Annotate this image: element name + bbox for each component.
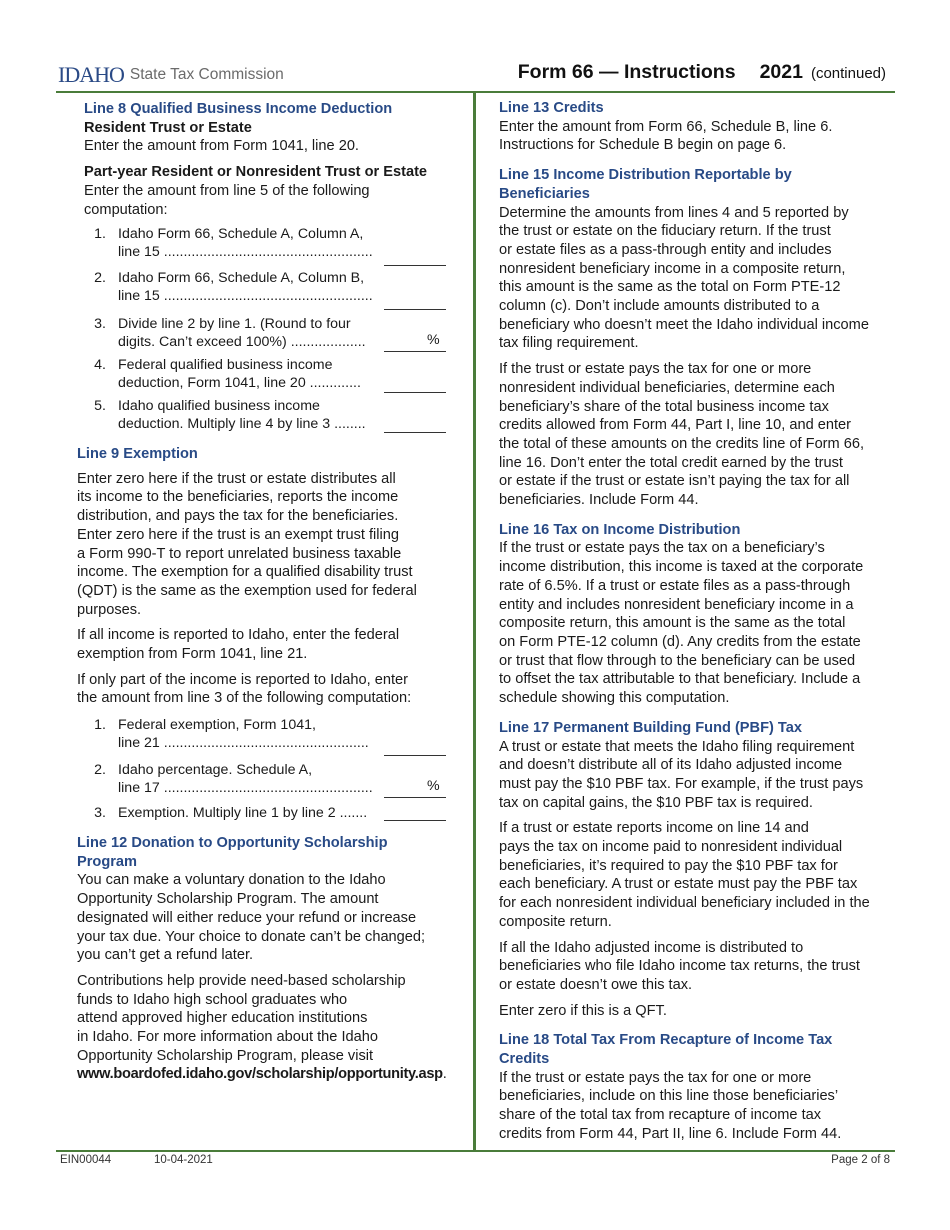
line8-partyear-text: computation: (84, 201, 168, 218)
line17-heading: Line 17 Permanent Building Fund (PBF) Tax (499, 719, 802, 736)
scholarship-link[interactable]: www.boardofed.idaho.gov/scholarship/opportunity.asp (77, 1066, 443, 1083)
form-year: 2021 (759, 61, 803, 83)
input-blank (384, 797, 446, 798)
revision-date: 10-04-2021 (154, 1154, 213, 1166)
input-blank (384, 351, 446, 352)
right-column: Line 13 Credits Enter the amount from Form 66, Schedule B, line 6. Instructions for Schedule B begin on page 6. Line 15 Income Distribution Reportable by Beneficiaries Determine the amounts from lines 4 and 5 reported by the trust or estate on the fiduciary return. If the trust or estate files as a pass-through entity and includes nonresident beneficiary income in a composite return, this amount is the same as the total on Form PTE-12 column (c). Don’t include amounts distributed to a beneficiary who doesn’t meet the Idaho individual income tax filing requirement. If the trust or estate pays the tax for one or more nonresident individual beneficiaries, determine each beneficiary’s share of the total business income tax credits allowed from Form 44, Part I, line 10, and enter the total of these amounts on the credits line of Form 66, line 16. Don’t enter the total credit earned by the trust or estate if the trust or estate isn’t paying the tax for all beneficiaries. Include Form 44. Line 16 Tax on Income Distribution If the trust or estate pays the tax on a beneficiary’s income distribution, this income is taxed at the corporate rate of 6.5%. If a trust or estate files as a pass-through entity and includes nonresident beneficiary income in a composite return, this amount is the same as the total on Form PTE-12 column (d). Any credits from the estate or trust that flow through to the beneficiary can be used to offset the tax attributable to that beneficiary. Include a schedule showing this computation. Line 17 Permanent Building Fund (PBF) Tax A trust or estate that meets the Idaho filing requirement and doesn’t distribute all of its Idaho adjusted income must pay the $10 PBF tax. For example, if the trust pays tax on capital gains, the $10 PBF tax is required. If a trust or estate reports income on line 14 and pays the tax on income paid to nonresident individual beneficiaries, it’s required to pay the $10 PBF tax for each beneficiary. A trust or estate must pay the PBF tax for each nonresident individual beneficiary included in the composite return. If all the Idaho adjusted income is distributed to beneficiaries who file Idaho income tax returns, the trust or estate doesn’t owe this tax. Enter zero if this is a QFT. Line 18 Total Tax From Recapture of Income Tax Credits If the trust or estate pays the tax for one or more beneficiaries, include on this line those beneficiaries’ share of the total tax from recapture of income tax credits from Form 44, Part II, line 6. Include Form 44. (499, 99, 897, 1144)
line13-heading: Line 13 Credits (499, 100, 604, 116)
line15-heading: Line 15 Income Distribution Reportable by (499, 167, 792, 184)
idaho-logo (58, 62, 284, 88)
line9-section: Line 9 Exemption Enter zero here if the trust or estate distributes all its income to the beneficiaries, reports the income distribution, and pays the tax for the beneficiaries. Enter zero here if the trust is an exempt trust filing a Form 990-T to report unrelated business taxable income. The exemption for a qualified disability trust (QDT) is the same as the exemption used for federal purposes. If all income is reported to Idaho, enter the federal exemption from Form 1041, line 21. If only part of the income is reported to Idaho, enter the amount from line 3 of the following computation: (77, 445, 467, 708)
input-blank (384, 755, 446, 756)
page-title (518, 61, 886, 84)
line18-heading: Line 18 Total Tax From Recapture of Income Tax (499, 1032, 833, 1049)
form-title-text: Form 66 — Instructions (517, 61, 736, 83)
line8-partyear-subheading: Part-year Resident or Nonresident Trust or Estate (84, 164, 428, 181)
line18-heading: Credits (499, 1051, 550, 1068)
input-blank (384, 432, 446, 433)
line8-heading: Line 8 Qualified Business Income Deduction (84, 101, 393, 117)
percent-sign: % (427, 332, 440, 348)
line8-resident-subheading: Resident Trust or Estate (84, 119, 252, 136)
line12-section: Line 12 Donation to Opportunity Scholarship Program You can make a voluntary donation to the Idaho Opportunity Scholarship Program. The amount designated will either reduce your refund or increase your tax due. Your choice to donate can’t be changed; you can’t get a refund later. Contributions help provide need-based scholarship funds to Idaho high school graduates who attend approved higher education institutions in Idaho. For more information about the Idaho Opportunity Scholarship Program, please visit www.boardofed.idaho.gov/scholarship/opportunity.asp. (77, 834, 469, 1084)
continued-label: (continued) (810, 65, 886, 82)
line8-partyear-text: Enter the amount from line 5 of the following (84, 182, 370, 199)
percent-sign: % (427, 778, 440, 794)
input-blank (384, 265, 446, 266)
line8-resident-text: Enter the amount from Form 1041, line 20. (84, 138, 359, 155)
line12-heading: Program (77, 853, 138, 870)
column-divider (473, 93, 476, 1151)
agency-name: State Tax Commission (129, 66, 284, 83)
line16-heading: Line 16 Tax on Income Distribution (499, 521, 741, 538)
line15-heading: Beneficiaries (499, 185, 590, 202)
form-code: EIN00044 (60, 1154, 112, 1166)
line9-heading: Line 9 Exemption (77, 446, 198, 462)
footer-rule (56, 1150, 895, 1152)
page-number: Page 2 of 8 (831, 1154, 890, 1166)
line12-heading: Line 12 Donation to Opportunity Scholarship (77, 835, 388, 851)
line8-section (84, 100, 464, 219)
input-blank (384, 309, 446, 310)
input-blank (384, 392, 446, 393)
logo-wordmark: IDAHO (58, 62, 124, 87)
input-blank (384, 820, 446, 821)
